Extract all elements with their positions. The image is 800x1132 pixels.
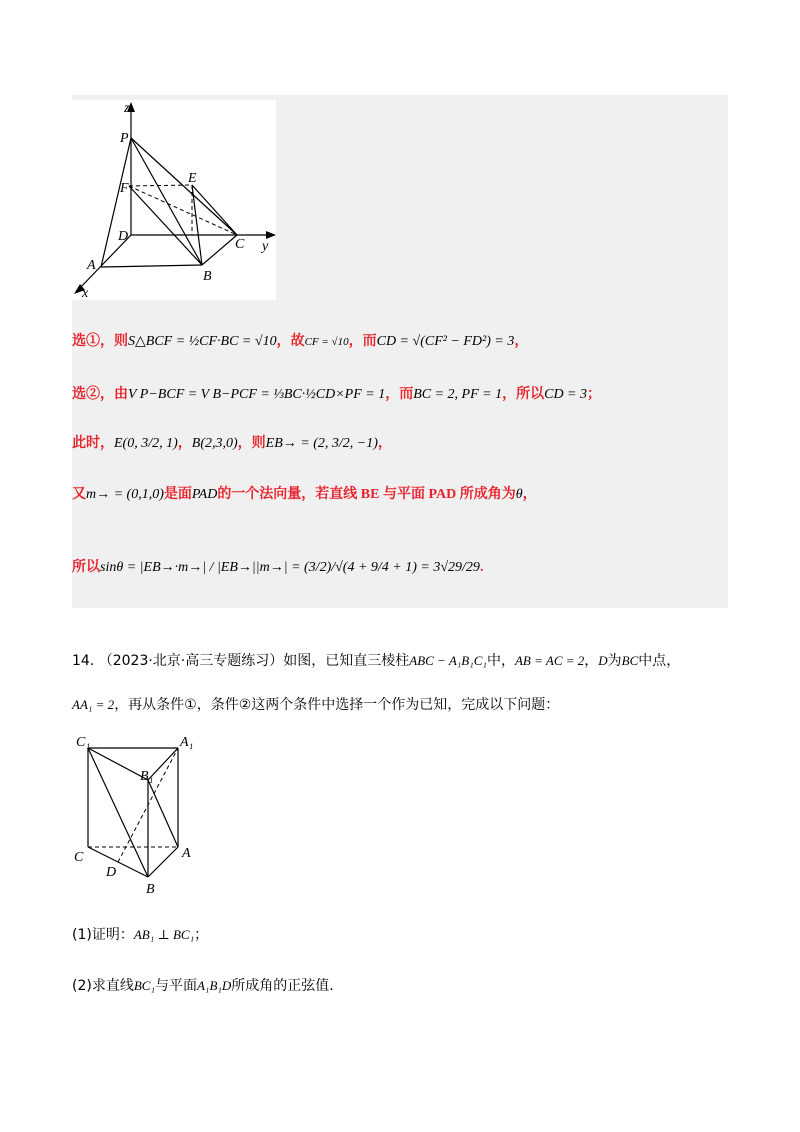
question-14-line-1: 14. （2023·北京·高三专题练习）如图，已知直三棱柱ABC − A₁B₁C₁中，AB = AC = 2，D为BC中点， [72, 653, 681, 669]
label-z: z [124, 101, 130, 116]
cf-expr: CF = √10 [304, 336, 349, 348]
label-P: P [120, 131, 129, 146]
vector-EB: EB→ = (2, 3/2, −1) [265, 436, 378, 451]
question-14-line-2: AA₁ = 2，再从条件①，条件②这两个条件中选择一个作为已知，完成以下问题： [72, 697, 560, 713]
label-A: A [182, 846, 191, 861]
label-A: A [87, 258, 96, 273]
label-E: E [188, 171, 197, 186]
label-C1: C₁ [76, 735, 91, 750]
normal-vector: m→ = (0,1,0) [86, 487, 164, 502]
cd-expr: CD = √(CF² − FD²) = 3 [376, 334, 515, 349]
solution-line-5: 所以sinθ = |EB→·m→| / |EB→||m→| = (3/2)/√(4 + 9/4 + 1) = 3√29/29. [72, 560, 484, 575]
prism-figure [72, 732, 202, 897]
label-A1: A₁ [180, 735, 194, 750]
label-F: F [120, 181, 129, 196]
given-values: BC = 2, PF = 1 [413, 387, 503, 402]
point-B: B(2,3,0) [191, 436, 238, 451]
cd-result: CD = 3 [544, 387, 588, 402]
solution-line-3: 此时，E(0, 3/2, 1)，B(2,3,0)，则EB→ = (2, 3/2, −1)， [72, 436, 392, 451]
question-part-2: (2)求直线BC₁与平面A₁B₁D所成角的正弦值. [72, 978, 334, 994]
point-E: E(0, 3/2, 1) [114, 436, 178, 451]
label-B: B [203, 269, 212, 284]
label-C: C [74, 850, 84, 865]
question-part-1: (1)证明：AB₁ ⊥ BC₁； [72, 927, 209, 943]
solution-line-1: 选①，则S△BCF = ½CF·BC = √10，故CF = √10，而CD = √(CF² − FD²) = 3， [72, 334, 529, 349]
label-D: D [106, 865, 117, 880]
label-B: B [146, 882, 155, 897]
solution-line-4: 又m→ = (0,1,0)是面PAD的一个法向量，若直线 BE 与平面 PAD 所成角为θ， [72, 487, 537, 502]
area-expr: S△BCF = ½CF·BC = √10 [128, 334, 277, 349]
pyramid-figure [72, 100, 276, 300]
label-x: x [82, 286, 89, 300]
solution-line-2: 选②，由V P−BCF = V B−PCF = ⅓BC·½CD×PF = 1，而BC = 2, PF = 1，所以CD = 3； [72, 387, 602, 402]
question-number: 14. [72, 653, 95, 669]
label-B1: B₁ [140, 769, 154, 784]
label-C: C [235, 237, 245, 252]
volume-expr: V P−BCF = V B−PCF = ⅓BC·½CD×PF = 1 [128, 387, 386, 402]
label-D: D [118, 229, 129, 244]
label-y: y [262, 239, 269, 254]
sine-expr: sinθ = |EB→·m→| / |EB→||m→| = (3/2)/√(4 + 9/4 + 1) = 3√29/29 [100, 560, 480, 575]
